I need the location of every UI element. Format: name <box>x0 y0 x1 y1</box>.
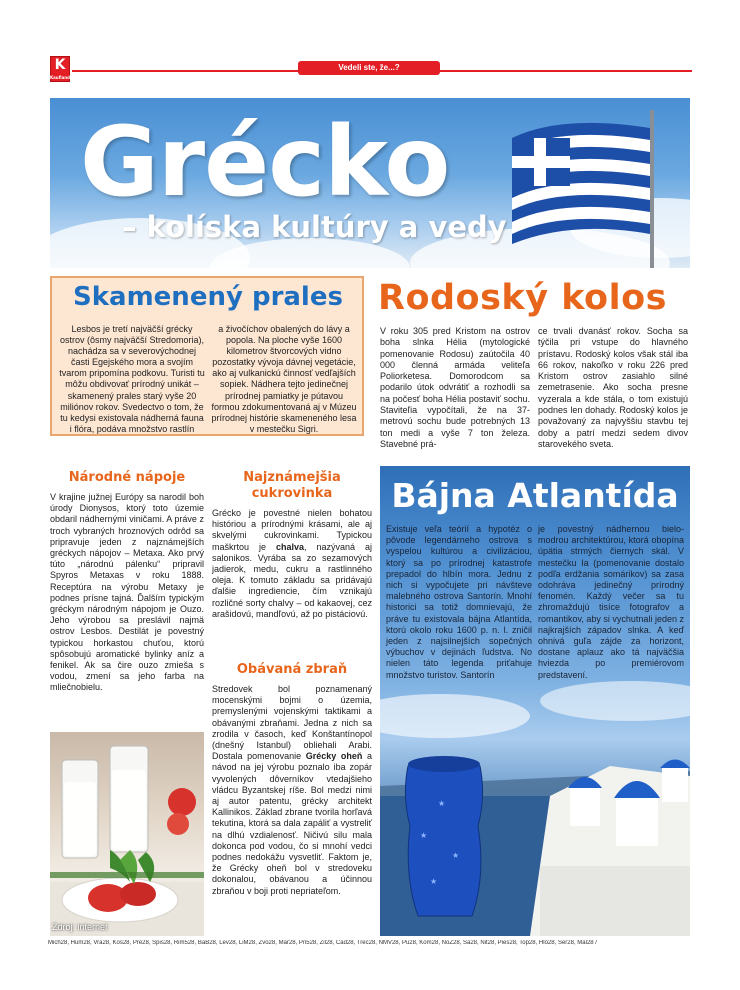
page-subtitle: – kolíska kultúry a vedy <box>122 210 507 244</box>
ouzo-photo <box>50 732 204 936</box>
flag-cloth <box>512 123 650 244</box>
logo-letter: K <box>54 57 66 73</box>
cukrovinka-bold: chalva <box>275 541 304 552</box>
logo-brand: Kaufland <box>49 75 71 80</box>
cukrovinka-title-line1: Najznámejšia <box>243 470 341 485</box>
narodne-text: V krajine južnej Európy sa narodil boh úrody Dionysos, ktorý toto územie obdaril nádhernými viničami. A práve z troch vybraných hroznových odrôd sa pripravuje jeden z najznámejších gréckych nápojov – Metaxa. Ako prvý túto „národnú pálenku“ pripravil Spyros Metaxas v roku 1888. Receptúra na výrobu Metaxy je podnes prísne tajná. Ďalším typickým gréckym národným nápojom je Ouzo. Jeho výrobou sa preslávil najmä ostrov Lesbos. Destilát je povestný typickou horkastou chuťou, ktorú spôsobujú aromatické bylinky aníz a fenikel. Ak sa čire ouzo zmieša s vodou, zmení sa jeho farba na mliečnobielu. <box>50 492 204 693</box>
svg-text:★: ★ <box>438 799 446 808</box>
atlantida-col2: je povestný nádhernou bielo-modrou architektúrou, ktorá obopína úpätia strmých čiernych skál. V mestečku Ia (pomenovanie dostalo podľa erdžania somárikov) sa zasa odohráva jedinečný prírodný fenomén. Každý večer sa tu zhromaždujú tisíce fotografov a romantikov, aby si vychutnali jeden z najkrajších západov slnka. A keď ohnivá guľa zájde za horizont, dostane aplauz ako tá najväčšia hviezda po premiérovom predstavení. <box>538 524 684 680</box>
zbran-text-a: Stredovek bol poznamenaný mocenskými bojmi o územia, premyslenými vojenskými taktikami a obávanými zbraňami. Jedna z nich sa zrodila v časoch, keď Konštantínopol (dnešný Istanbul) obliehali Arabi. Dostala pomenovanie <box>212 684 372 762</box>
rodos-title: Rodoský kolos <box>378 278 667 318</box>
atlantida-panel <box>380 466 690 936</box>
ouzo-illustration <box>50 732 204 936</box>
cukrovinka-text-b: , nazývaná aj salonikos. Vyrába sa zo sezamových jadierok, medu, cukru a rastlinného oleja. K tomuto základu sa pridávajú ďalšie ingrediencie, čím vznikajú rozličné sorty chalvy – od kakaovej, cez arašidovú, mandľovú, až po pistáciovú. <box>212 541 372 619</box>
svg-text:★: ★ <box>420 831 428 840</box>
skameneny-prales-box <box>50 276 364 436</box>
cukrovinka-text <box>212 508 372 620</box>
photo-caption: Zdroj: internet <box>52 922 108 932</box>
narodne-title: Národné nápoje <box>68 470 186 485</box>
kaufland-logo <box>50 56 70 82</box>
greek-flag <box>502 110 672 268</box>
skameneny-col2: a živočíchov obalených do lávy a popola. Na ploche vyše 1600 kilometrov štvorcových vidno pozostatky vývoja dávnej vegetácie, ako aj vulkanickú činnosť vedľajších sopiek. Nádhera tejto jedinečnej prírodnej pamiatky je pútavou formou zdokumentovaná aj v Múzeu prírodnej histórie skameneného lesa v mestečku Sigri. <box>211 324 357 434</box>
page-title: Grécko <box>80 106 450 218</box>
zbran-bold: Grécky oheň <box>305 751 363 762</box>
header-tab: Vedeli ste, že...? <box>298 61 440 75</box>
zbran-title: Obávaná zbraň <box>236 662 348 677</box>
footer-codes: Mich28, Hum28, Vra28, Kos28, Pre28, Spis28, Rim528, BaB28, Lev28, LiM28, Zvo28, Mar28, Pri528, Zil28, Cad28, Trec28, NMV28, Pu28, Kom28, NoZ28, Sa28, Nit28, Pies28, Top28, Hlo28, Ser28, Mal28 / <box>48 940 597 946</box>
flag-pole <box>650 110 654 268</box>
zbran-text <box>212 684 372 897</box>
svg-text:★: ★ <box>452 851 460 860</box>
zbran-text-b: a návod na jej výrobu poznalo iba zopár vyvolených dôverníkov vtedajšieho vládcu Byzantskej ríše. Bol medzi nimi aj autor patentu, grécky architekt Kallinikos. Základ zbrane tvorila horľavá tekutina, ktorá sa dala zapáliť a vystreliť na dlhú vzdialenosť. Ničivú silu mala dokonca pod vodou, čo si mnohí vedci podnes nedokážu vysvetliť. Faktom je, že Grécky oheň bol v stredoveku dokonalou, obávanou a účinnou zbraňou v boji proti nepriateľom. <box>212 751 372 896</box>
skameneny-col1: Lesbos je tretí najväčší grécky ostrov (ôsmy najväčší Stredomoria), nachádza sa v severovýchodnej časti Egejského mora a svojím tvarom pripomína podkovu. Turisti tu môžu obdivovať prírodný unikát – skamenený prales starý vyše 20 miliónov rokov. Svedectvo o tom, že tu kedysi existovala nádherná fauna i flóra, podáva množstvo rastlín <box>59 324 205 434</box>
atlantida-title: Bájna Atlantída <box>391 476 679 515</box>
svg-text:★: ★ <box>430 877 438 886</box>
hero-banner <box>50 98 690 268</box>
skameneny-title: Skamenený prales <box>73 282 343 312</box>
cukrovinka-text-a: Grécko je povestné nielen bohatou históriou a prírodnými krásami, ale aj skvelými cukrovinkami. Typickou maškrtou je <box>212 508 372 552</box>
rodos-col1: V roku 305 pred Kristom na ostrov boha slnka Hélia (mytologické pomenovanie Rodosu) zaútočila 40 000 členná armáda veliteľa Poliorketesa. Domorodcom sa podarilo útok odvrátiť a rozhodli sa na počesť boha Hélia postaviť sochu. Staviteľia vypočítali, že na 37-metrovú sochu bude potrebných 13 ton medi a vyše 7 ton železa. Stavebné prá- <box>380 326 530 449</box>
rodos-col2: ce trvali dvanásť rokov. Socha sa týčila pri vstupe do hlavného prístavu. Rodoský kolos však stál iba 66 rokov, nakoľko v roku 226 pred Kristom ostrov zasiahlo silné zemetrasenie. Ako socha presne vyzerala a kde stála, o tom existujú podnes len dohady. Rodoský kolos je považovaný za najvyššiu stavbu tej doby a patrí medzi sedem divov starovekého sveta. <box>538 326 688 449</box>
cukrovinka-title-line2: cukrovinka <box>251 486 333 501</box>
atlantida-col1: Existuje veľa teórií a hypotéz o pôvode legendárneho ostrova s vyspelou kultúrou a civilizáciou, ktorý sa po prírodnej katastrofe prepadol do hlbín mora. Jednu z nich si vypočujete pri návšteve malebného ostrova Santorín. Mnohí historici sa totiž domnievajú, že práve tu existovala bájna Atlantída, ktorú okolo roku 1600 p. n. l. zničil jeden z najsilnejších sopečných výbuchov v dejinách ľudstva. No nielen táto legenda priťahuje množstvo turistov. Santorín <box>386 524 532 680</box>
cukrovinka-title <box>212 470 372 502</box>
